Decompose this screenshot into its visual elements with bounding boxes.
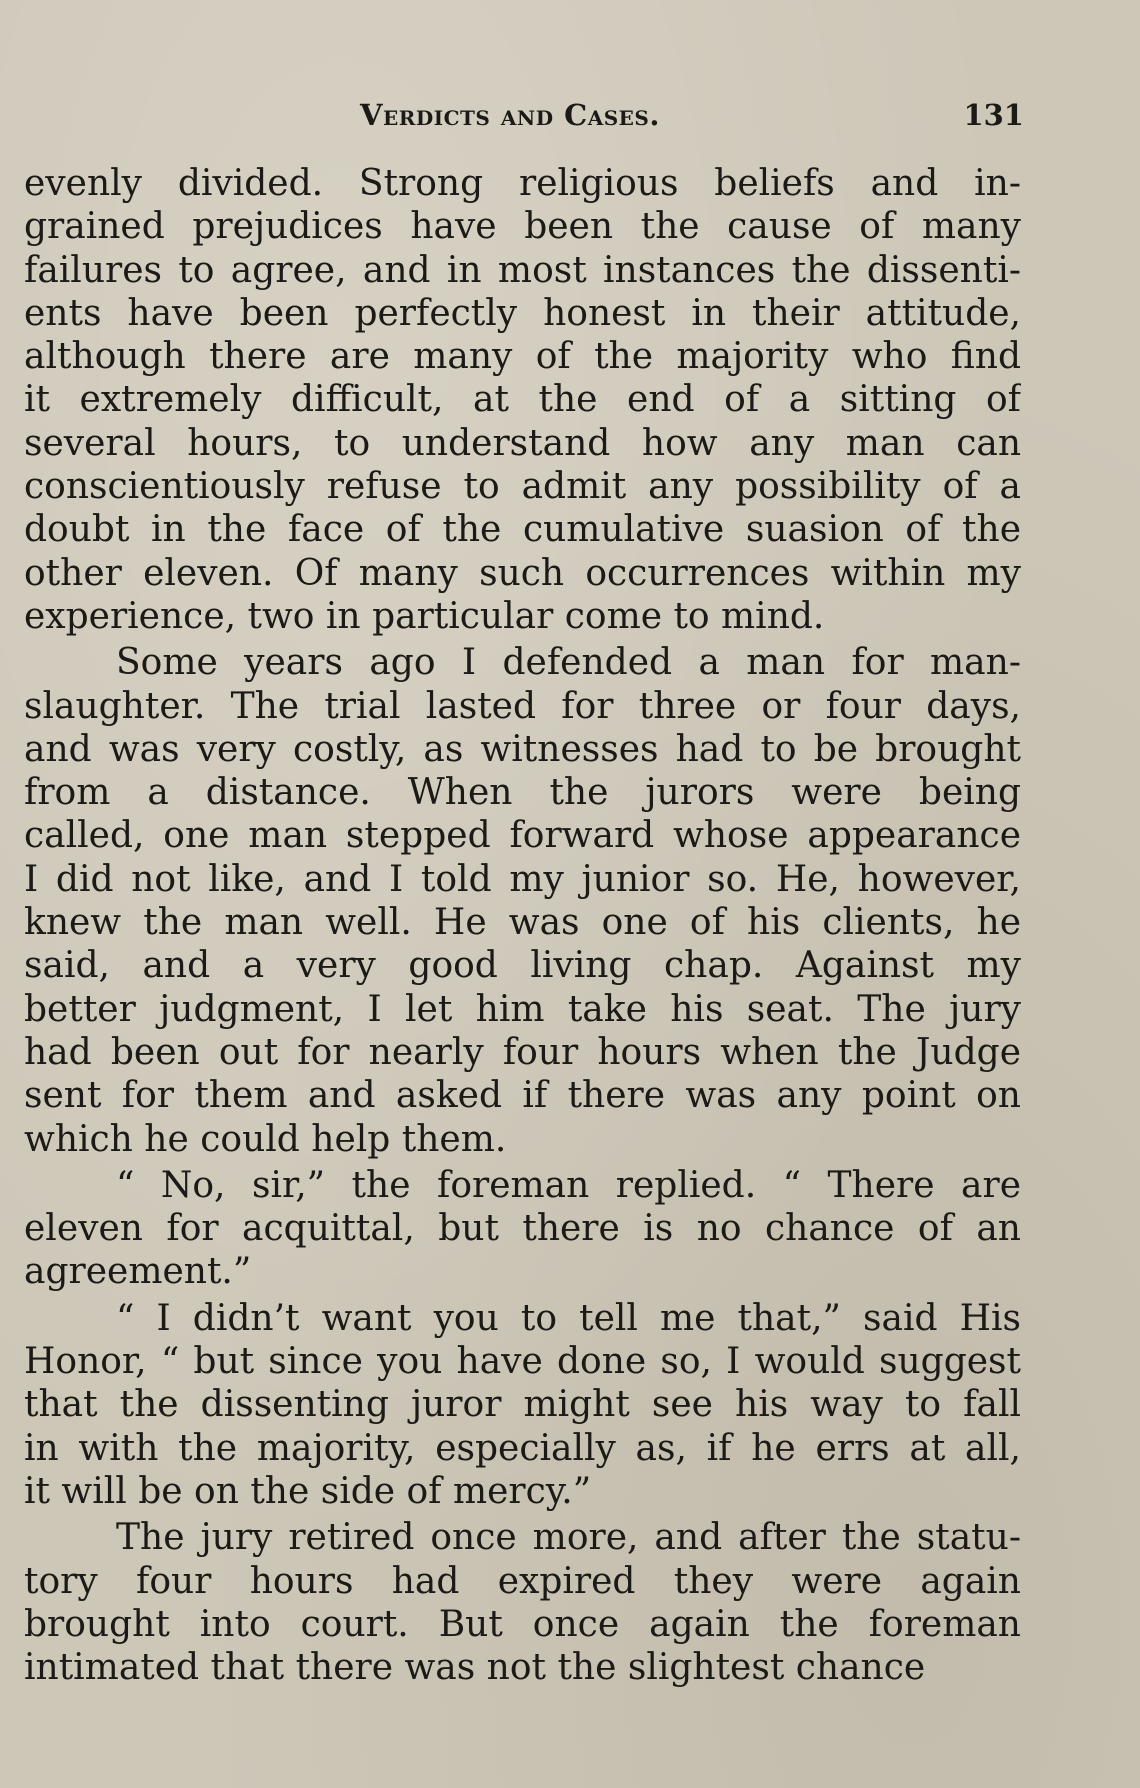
text-line: The jury retired once more, and after the statu- xyxy=(116,1517,1021,1559)
text-line: which he could help them. xyxy=(24,1118,507,1160)
paragraph xyxy=(24,641,1021,1161)
text-line: brought into court. But once again the foreman xyxy=(24,1603,1021,1645)
text-line: intimated that there was not the slightest chance xyxy=(24,1647,926,1689)
paragraph xyxy=(24,1297,1021,1513)
text-line: had been out for nearly four hours when the Judge xyxy=(24,1031,1021,1073)
text-line: in with the majority, especially as, if he errs at all, xyxy=(24,1427,1021,1469)
text-line: agreement.” xyxy=(24,1251,252,1293)
text-line: that the dissenting juror might see his way to fall xyxy=(24,1384,1021,1426)
text-line: and was very costly, as witnesses had to be brought xyxy=(24,728,1021,770)
text-line: knew the man well. He was one of his clients, he xyxy=(24,902,1021,944)
text-line: grained prejudices have been the cause of many xyxy=(24,206,1021,248)
running-title: Verdicts and Cases. xyxy=(360,98,660,132)
text-line: from a distance. When the jurors were being xyxy=(24,772,1021,814)
text-line: tory four hours had expired they were again xyxy=(24,1560,1021,1602)
text-line: ents have been perfectly honest in their attitude, xyxy=(24,292,1021,334)
text-line: “ No, sir,” the foreman replied. “ There are xyxy=(116,1164,1021,1206)
text-line: several hours, to understand how any man can xyxy=(24,422,1021,464)
text-line: better judgment, I let him take his seat. The jury xyxy=(24,988,1021,1030)
text-line: “ I didn’t want you to tell me that,” said His xyxy=(116,1297,1021,1339)
text-line: although there are many of the majority who find xyxy=(24,336,1021,378)
text-line: called, one man stepped forward whose appearance xyxy=(24,815,1021,857)
text-line: sent for them and asked if there was any point on xyxy=(24,1075,1021,1117)
text-line: slaughter. The trial lasted for three or four days, xyxy=(24,685,1021,727)
text-line: Honor, “ but since you have done so, I would suggest xyxy=(24,1341,1021,1383)
text-line: said, and a very good living chap. Against my xyxy=(24,945,1021,987)
paragraph xyxy=(24,1164,1021,1294)
text-line: evenly divided. Strong religious beliefs and in- xyxy=(24,163,1021,204)
page-number: 131 xyxy=(963,98,1024,132)
paragraph xyxy=(24,162,1021,638)
text-line: it extremely difficult, at the end of a sitting of xyxy=(24,379,1021,421)
text-line: I did not like, and I told my junior so. He, however, xyxy=(24,858,1021,900)
text-line: eleven for acquittal, but there is no chance of an xyxy=(24,1208,1021,1250)
body-text xyxy=(24,162,1021,1689)
running-head xyxy=(26,98,1024,142)
text-line: failures to agree, and in most instances the dissenti- xyxy=(24,249,1021,291)
text-line: experience, two in particular come to mind. xyxy=(24,595,825,637)
text-line: conscientiously refuse to admit any possibility of a xyxy=(24,466,1021,508)
text-line: other eleven. Of many such occurrences within my xyxy=(24,552,1021,594)
text-line: it will be on the side of mercy.” xyxy=(24,1470,592,1512)
paragraph xyxy=(24,1516,1021,1689)
text-line: Some years ago I defended a man for man- xyxy=(116,642,1021,684)
text-line: doubt in the face of the cumulative suasion of the xyxy=(24,509,1021,551)
